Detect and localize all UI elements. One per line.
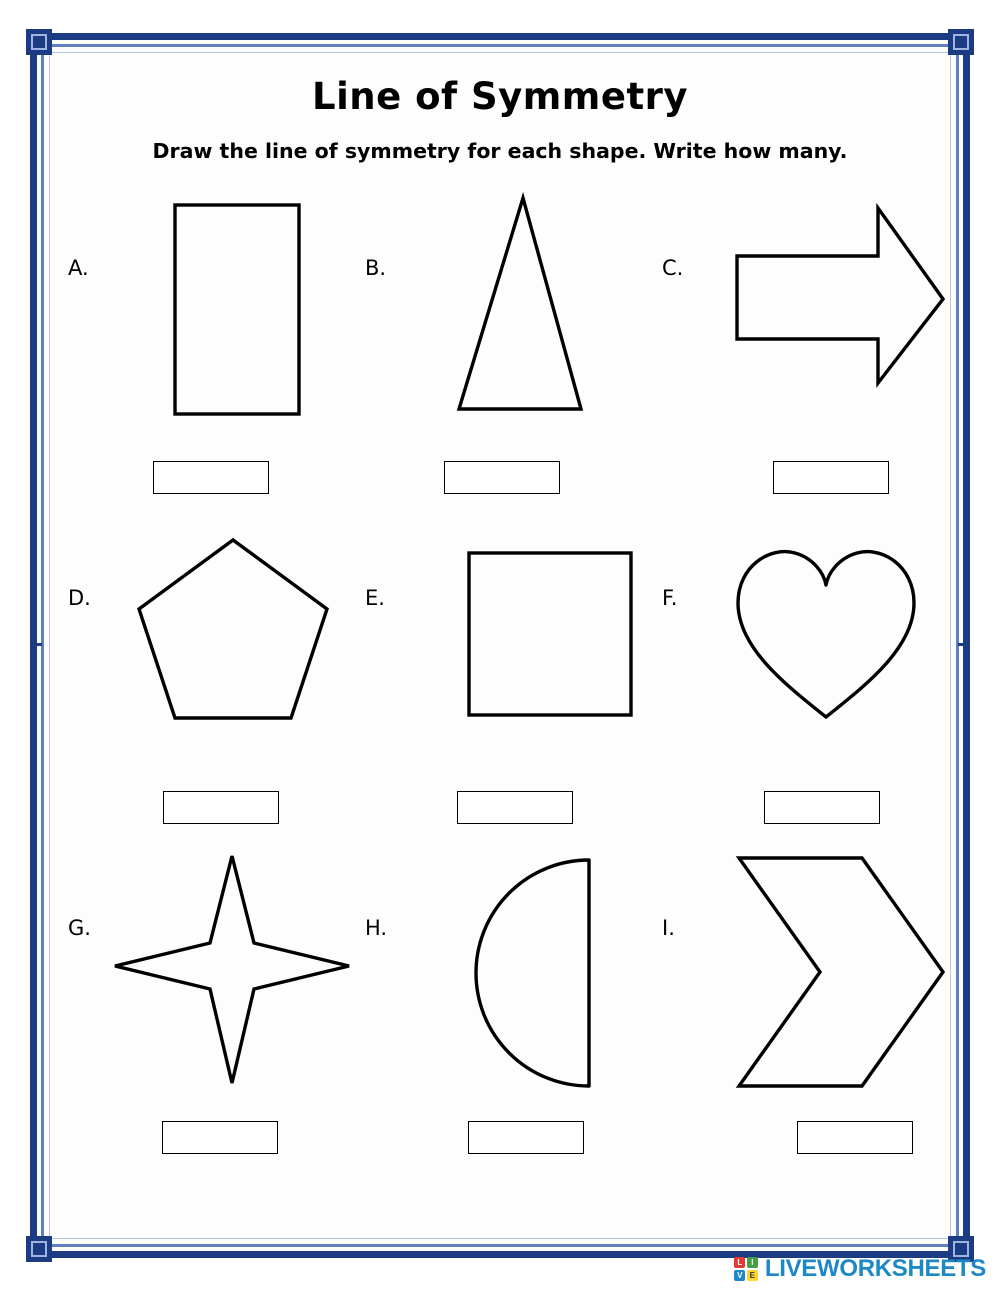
shape-isosceles-triangle xyxy=(403,188,648,440)
problem-item-d xyxy=(54,518,351,848)
problem-item-h xyxy=(351,848,648,1178)
shape-half-circle xyxy=(403,848,648,1100)
logo-tile-l: L xyxy=(734,1257,745,1268)
problem-label-i: I. xyxy=(662,916,675,940)
answer-box-c[interactable] xyxy=(773,461,889,494)
answer-box-g[interactable] xyxy=(162,1121,278,1154)
liveworksheets-brand-text: LIVEWORKSHEETS xyxy=(764,1255,986,1282)
problem-label-b: B. xyxy=(365,256,387,280)
shape-heart xyxy=(700,518,945,770)
problem-item-e xyxy=(351,518,648,848)
problem-label-h: H. xyxy=(365,916,388,940)
problem-item-i xyxy=(648,848,945,1178)
problem-label-g: G. xyxy=(68,916,91,940)
problem-item-g xyxy=(54,848,351,1178)
problem-label-d: D. xyxy=(68,586,91,610)
problem-item-a xyxy=(54,188,351,518)
liveworksheets-logo-mark xyxy=(734,1257,758,1281)
answer-box-f[interactable] xyxy=(764,791,880,824)
problem-label-a: A. xyxy=(68,256,89,280)
answer-box-b[interactable] xyxy=(444,461,560,494)
shape-square xyxy=(403,518,648,770)
corner-ornament-top-right xyxy=(948,29,974,55)
problem-item-b xyxy=(351,188,648,518)
problem-label-c: C. xyxy=(662,256,684,280)
liveworksheets-logo[interactable] xyxy=(734,1255,986,1283)
shape-chevron xyxy=(700,848,945,1100)
answer-box-i[interactable] xyxy=(797,1121,913,1154)
problem-label-e: E. xyxy=(365,586,385,610)
rail-tick-right xyxy=(958,643,969,646)
shape-four-point-star xyxy=(106,848,351,1100)
answer-box-h[interactable] xyxy=(468,1121,584,1154)
logo-tile-i: I xyxy=(747,1257,758,1268)
shape-right-arrow xyxy=(700,188,945,440)
problem-label-f: F. xyxy=(662,586,678,610)
logo-tile-v: V xyxy=(734,1270,745,1281)
page-instructions: Draw the line of symmetry for each shape. Write how many. xyxy=(152,139,848,163)
corner-ornament-bottom-left xyxy=(26,1236,52,1262)
shape-pentagon xyxy=(106,518,351,770)
problems-grid xyxy=(54,188,946,1178)
worksheet-page xyxy=(30,33,970,1258)
answer-box-d[interactable] xyxy=(163,791,279,824)
corner-ornament-top-left xyxy=(26,29,52,55)
problem-item-f xyxy=(648,518,945,848)
logo-tile-e: E xyxy=(747,1270,758,1281)
page-title: Line of Symmetry xyxy=(312,75,688,118)
answer-box-e[interactable] xyxy=(457,791,573,824)
rail-tick-left xyxy=(31,643,42,646)
shape-rectangle xyxy=(106,188,351,440)
answer-box-a[interactable] xyxy=(153,461,269,494)
problem-item-c xyxy=(648,188,945,518)
